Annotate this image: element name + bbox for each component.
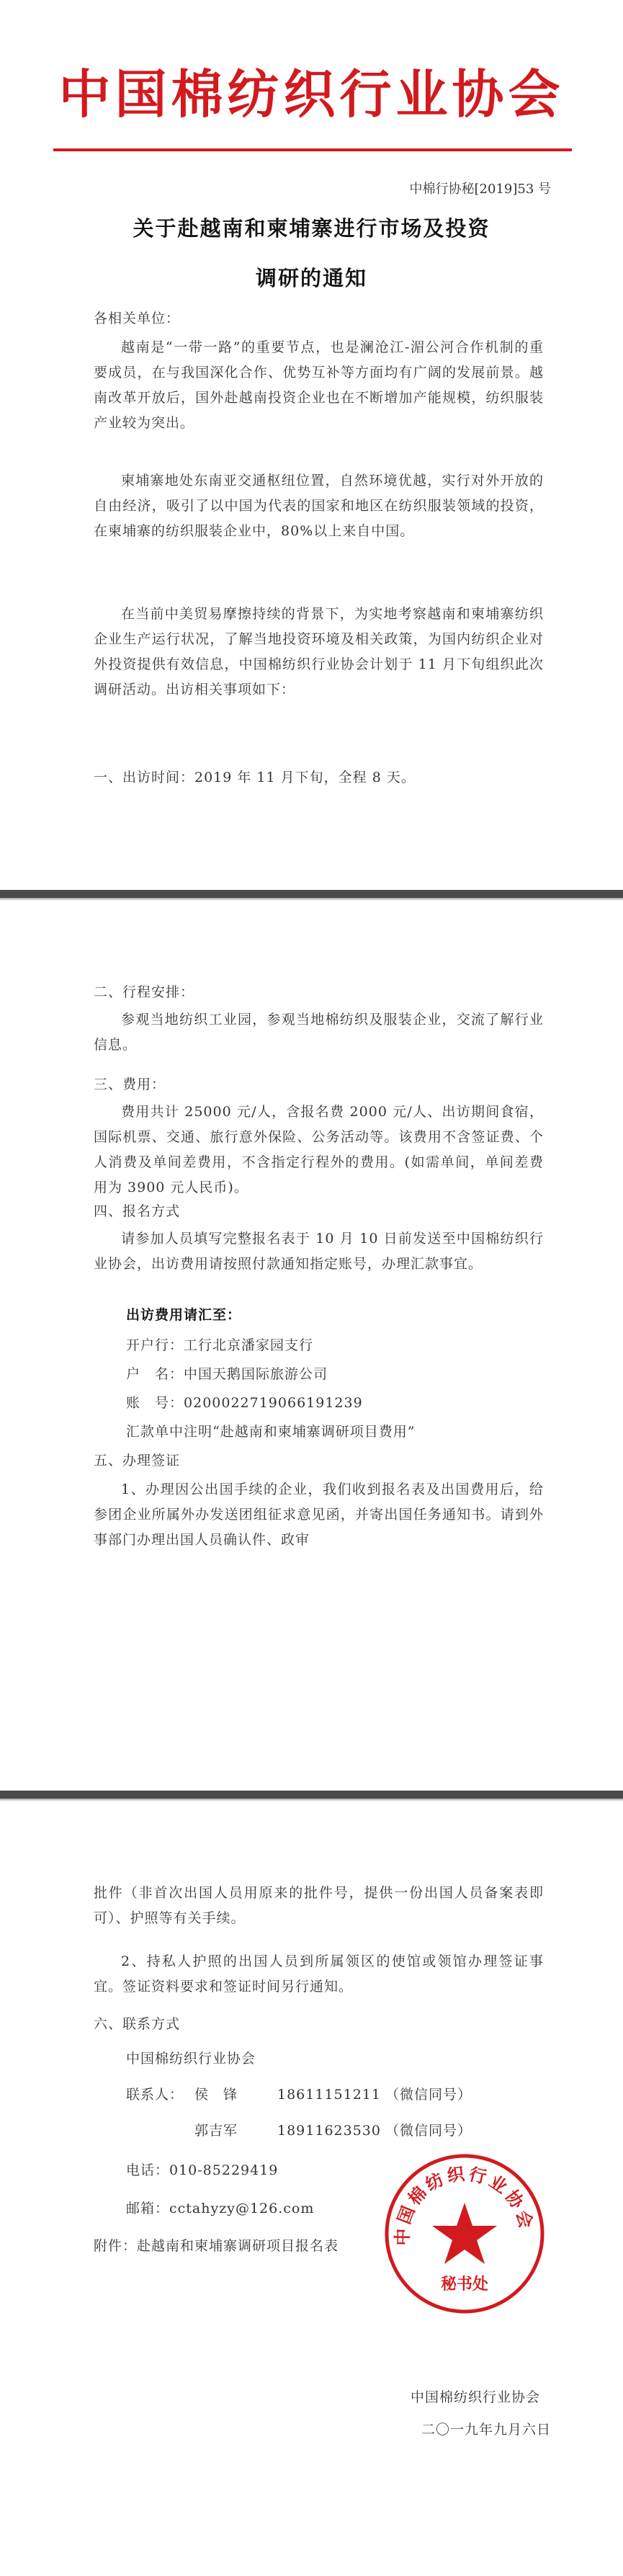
paragraph-cambodia: 柬埔寨地处东南亚交通枢纽位置，自然环境优越，实行对外开放的自由经济，吸引了以中国为代表的国家和地区在纺织服装领域的投资，在柬埔寨的纺织服装企业中，80%以上来自中国。 [94,473,544,539]
contact-1-name: 侯 锋 [194,2087,238,2103]
document-number: 中棉行协秘[2019]53 号 [409,182,551,197]
contact-organization: 中国棉纺织行业协会 [126,2051,256,2067]
page-2 [0,901,623,1791]
account-number-row [126,1391,363,1416]
item-visa-text-2: 2、持私人护照的出国人员到所属领区的使馆或领馆办理签证事宜。签证资料要求和签证时间另行通知。 [94,1953,544,1995]
page-1 [0,0,623,890]
issue-date: 二〇一九年九月六日 [421,2422,551,2438]
document-title-line-2: 调研的通知 [255,266,367,290]
seal-subtext: 秘书处 [440,2275,489,2294]
item-visa-head: 五、办理签证 [94,1453,181,1469]
item-fee-head: 三、费用： [94,1077,166,1092]
item-registration-head: 四、报名方式 [94,1203,181,1219]
item-visa-text-1-part-2: 批件（非首次出国人员用原来的批件号，提供一份出国人员备案表即可）、护照等有关手续。 [94,1885,544,1926]
seal-arc-text: 中国棉纺织行业协会 [391,2162,538,2246]
official-seal [382,2151,547,2317]
issuer-name: 中国棉纺织行业协会 [410,2389,540,2405]
account-name-value: 中国天鹅国际旅游公司 [184,1366,328,1382]
contact-2-phone: 18911623530 [277,2123,381,2139]
item-visit-time: 一、出访时间：2019 年 11 月下旬，全程 8 天。 [94,770,416,785]
account-number-value: 0200022719066191239 [184,1395,363,1411]
account-number-label: 账 号： [126,1395,184,1411]
document-title-line-1: 关于赴越南和柬埔寨进行市场及投资 [133,216,490,241]
seal-star-icon [432,2203,497,2264]
contact-email: 邮箱：cctahyzy@126.com [126,2201,315,2216]
account-name-row [126,1362,328,1387]
contact-1-note: （微信同号） [385,2087,472,2103]
page-divider [0,890,623,898]
salutation: 各相关单位： [94,311,181,326]
payment-head: 出访费用请汇至： [126,1307,242,1323]
item-fee-text: 费用共计 25000 元/人，含报名费 2000 元/人、出访期间食宿，国际机票、交通、旅行意外保险、公务活动等。该费用不含签证费、个人消费及单间差费用，不含指定行程外的费用。(如需单间，单间差费用为 3900 元人民币)。 [94,1104,544,1195]
letterhead-rule [53,148,572,151]
contact-2-note: （微信同号） [385,2123,472,2139]
contact-telephone: 电话：010-85229419 [126,2162,279,2178]
item-contact-head: 六、联系方式 [94,2016,181,2032]
account-name-label: 户 名： [126,1366,184,1382]
remittance-note: 汇款单中注明“赴越南和柬埔寨调研项目费用” [126,1424,416,1440]
item-itinerary-text: 参观当地纺织工业园，参观当地棉纺织及服装企业，交流了解行业信息。 [94,1012,544,1053]
org-letterhead: 中国棉纺织行业协会 [58,63,565,125]
item-visa-text-1-part-1: 1、办理因公出国手续的企业，我们收到报名表及出国费用后，给参团企业所属外办发送团组征求意见函，并寄出国任务通知书。请到外事部门办理出国人员确认件、政审 [94,1481,544,1548]
bank-row [126,1333,313,1358]
item-itinerary-head: 二、行程安排： [94,984,195,1000]
bank-value: 工行北京潘家园支行 [184,1337,314,1353]
bank-label: 开户行： [126,1337,184,1353]
contact-1-phone: 18611151211 [277,2087,381,2103]
paragraph-background: 在当前中美贸易摩擦持续的背景下，为实地考察越南和柬埔寨纺织企业生产运行状况，了解当地投资环境及相关政策，为国内纺织企业对外投资提供有效信息，中国棉纺织行业协会计划于 11 月下旬组织此次调研活动。出访相关事项如下： [94,606,544,698]
paragraph-vietnam: 越南是“一带一路”的重要节点，也是澜沧江-湄公河合作机制的重要成员，在与我国深化合作、优势互补等方面均有广阔的发展前景。越南改革开放后，国外赴越南投资企业也在不断增加产能规模，纺织服装产业较为突出。 [94,339,544,431]
page-divider [0,1791,623,1799]
contact-label: 联系人： [126,2087,184,2103]
item-registration-text: 请参加人员填写完整报名表于 10 月 10 日前发送至中国棉纺织行业协会，出访费用请按照付款通知指定账号，办理汇款事宜。 [94,1231,544,1272]
attachment-note: 附件：赴越南和柬埔寨调研项目报名表 [94,2238,339,2254]
contact-2-name: 郭吉军 [194,2123,238,2139]
